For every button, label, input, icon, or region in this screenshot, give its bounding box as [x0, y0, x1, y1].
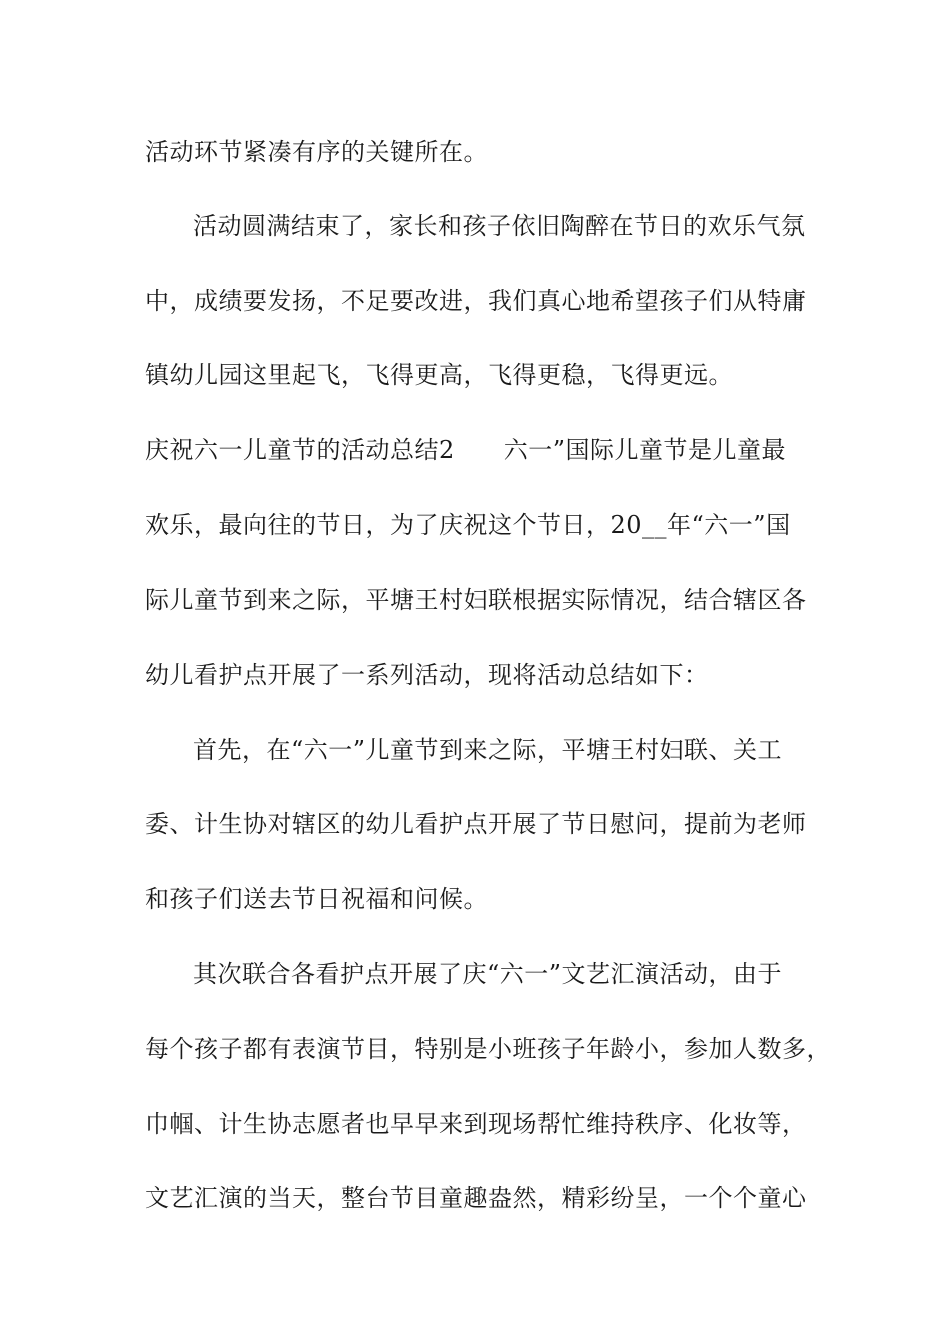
paragraph-line: 镇幼儿园这里起飞，飞得更高，飞得更稳，飞得更远。: [145, 361, 733, 389]
paragraph-line: 幼儿看护点开展了一系列活动，现将活动总结如下：: [145, 661, 709, 689]
paragraph-line: 文艺汇演的当天，整台节目童趣盎然，精彩纷呈，一个个童心: [145, 1184, 807, 1212]
paragraph-line: 活动圆满结束了，家长和孩子依旧陶醉在节日的欢乐气氛: [193, 212, 806, 240]
paragraph-line: 委、计生协对辖区的幼儿看护点开展了节日慰问，提前为老师: [145, 810, 807, 838]
paragraph-line: 中，成绩要发扬，不足要改进，我们真心地希望孩子们从特庸: [145, 287, 807, 315]
section-heading-line: 庆祝六一儿童节的活动总结2 六一”国际儿童节是儿童最: [145, 436, 787, 464]
paragraph-line: 首先，在“六一”儿童节到来之际，平塘王村妇联、关工: [193, 736, 783, 764]
paragraph-line: 每个孩子都有表演节目，特别是小班孩子年龄小，参加人数多，: [145, 1035, 831, 1063]
paragraph-line: 欢乐，最向往的节日，为了庆祝这个节日，20__年“六一”国: [145, 511, 791, 539]
paragraph-line: 际儿童节到来之际，平塘王村妇联根据实际情况，结合辖区各: [145, 586, 807, 614]
paragraph-line: 活动环节紧凑有序的关键所在。: [145, 138, 488, 166]
paragraph-line: 和孩子们送去节日祝福和问候。: [145, 885, 488, 913]
paragraph-line: 其次联合各看护点开展了庆“六一”文艺汇演活动，由于: [193, 960, 783, 988]
paragraph-line: 巾帼、计生协志愿者也早早来到现场帮忙维持秩序、化妆等，: [145, 1110, 807, 1138]
